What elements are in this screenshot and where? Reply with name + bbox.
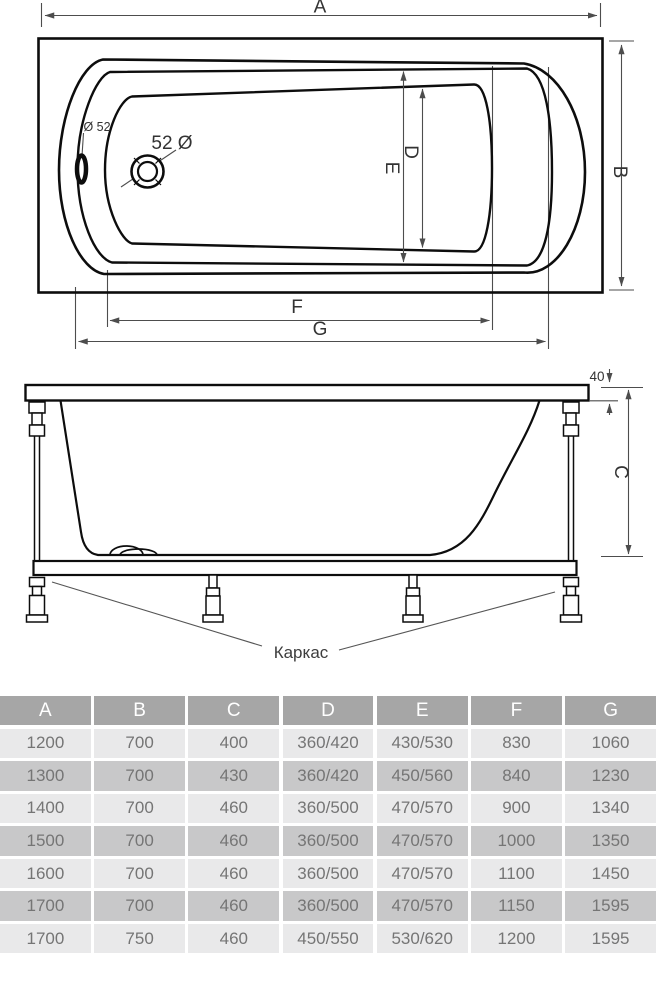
table-cell: 700 bbox=[94, 794, 185, 823]
label-frame: Каркас bbox=[273, 643, 329, 662]
table-cell: 750 bbox=[94, 924, 185, 953]
table-cell: 1200 bbox=[471, 924, 562, 953]
table-cell: 400 bbox=[188, 729, 279, 758]
frame-leg-middle-left bbox=[203, 575, 223, 622]
column-header-e: E bbox=[377, 696, 468, 725]
table-cell: 840 bbox=[471, 761, 562, 790]
table-cell: 1700 bbox=[0, 924, 91, 953]
table-cell: 460 bbox=[188, 891, 279, 920]
table-cell: 1100 bbox=[471, 859, 562, 888]
drain-hole bbox=[132, 156, 164, 188]
table-cell: 1340 bbox=[565, 794, 656, 823]
table-cell: 360/500 bbox=[283, 859, 374, 888]
label-e: E bbox=[381, 161, 402, 175]
table-cell: 1230 bbox=[565, 761, 656, 790]
table-cell: 450/560 bbox=[377, 761, 468, 790]
side-view bbox=[26, 369, 644, 650]
label-f: F bbox=[291, 297, 303, 318]
table-cell: 700 bbox=[94, 859, 185, 888]
label-rim-height: 40 bbox=[589, 369, 605, 384]
table-cell: 700 bbox=[94, 729, 185, 758]
frame-leg-right bbox=[561, 402, 582, 622]
tub-side-profile bbox=[61, 401, 540, 556]
table-cell: 360/500 bbox=[283, 891, 374, 920]
table-cell: 1700 bbox=[0, 891, 91, 920]
column-header-f: F bbox=[471, 696, 562, 725]
column-header-a: A bbox=[0, 696, 91, 725]
table-cell: 470/570 bbox=[377, 859, 468, 888]
table-cell: 1060 bbox=[565, 729, 656, 758]
table-cell: 450/550 bbox=[283, 924, 374, 953]
frame-leg-middle-right bbox=[403, 575, 423, 622]
table-cell: 1595 bbox=[565, 891, 656, 920]
label-a: A bbox=[313, 0, 327, 18]
label-g: G bbox=[312, 319, 328, 340]
tub-rim-side bbox=[26, 385, 589, 401]
table-cell: 700 bbox=[94, 761, 185, 790]
table-cell: 360/420 bbox=[283, 761, 374, 790]
table-cell: 1400 bbox=[0, 794, 91, 823]
label-c: C bbox=[610, 465, 631, 479]
table-cell: 700 bbox=[94, 826, 185, 855]
frame-leaders bbox=[52, 582, 555, 650]
column-header-b: B bbox=[94, 696, 185, 725]
table-cell: 1500 bbox=[0, 826, 91, 855]
table-cell: 460 bbox=[188, 859, 279, 888]
frame-leg-left bbox=[27, 402, 48, 622]
table-cell: 360/500 bbox=[283, 826, 374, 855]
table-cell: 460 bbox=[188, 826, 279, 855]
label-b: B bbox=[609, 165, 630, 179]
column-header-g: G bbox=[565, 696, 656, 725]
table-cell: 460 bbox=[188, 794, 279, 823]
table-cell: 470/570 bbox=[377, 794, 468, 823]
table-cell: 700 bbox=[94, 891, 185, 920]
table-cell: 1595 bbox=[565, 924, 656, 953]
table-cell: 1600 bbox=[0, 859, 91, 888]
table-cell: 460 bbox=[188, 924, 279, 953]
table-cell: 360/420 bbox=[283, 729, 374, 758]
overflow-hole bbox=[77, 156, 86, 183]
label-d: D bbox=[400, 145, 421, 159]
table-cell: 1300 bbox=[0, 761, 91, 790]
table-cell: 1350 bbox=[565, 826, 656, 855]
table-cell: 900 bbox=[471, 794, 562, 823]
table-cell: 830 bbox=[471, 729, 562, 758]
column-header-c: C bbox=[188, 696, 279, 725]
table-cell: 1450 bbox=[565, 859, 656, 888]
top-view bbox=[39, 3, 635, 349]
column-header-d: D bbox=[283, 696, 374, 725]
label-drain-diameter: 52 Ø bbox=[151, 133, 193, 154]
frame-bar bbox=[34, 561, 577, 575]
table-cell: 470/570 bbox=[377, 891, 468, 920]
table-cell: 1000 bbox=[471, 826, 562, 855]
table-cell: 1150 bbox=[471, 891, 562, 920]
table-cell: 360/500 bbox=[283, 794, 374, 823]
table-cell: 530/620 bbox=[377, 924, 468, 953]
table-cell: 470/570 bbox=[377, 826, 468, 855]
tub-deck-outline bbox=[39, 39, 603, 293]
table-cell: 430/530 bbox=[377, 729, 468, 758]
table-cell: 430 bbox=[188, 761, 279, 790]
dimension-table bbox=[0, 696, 656, 953]
label-overflow-diameter: Ø 52 bbox=[83, 120, 111, 134]
table-cell: 1200 bbox=[0, 729, 91, 758]
